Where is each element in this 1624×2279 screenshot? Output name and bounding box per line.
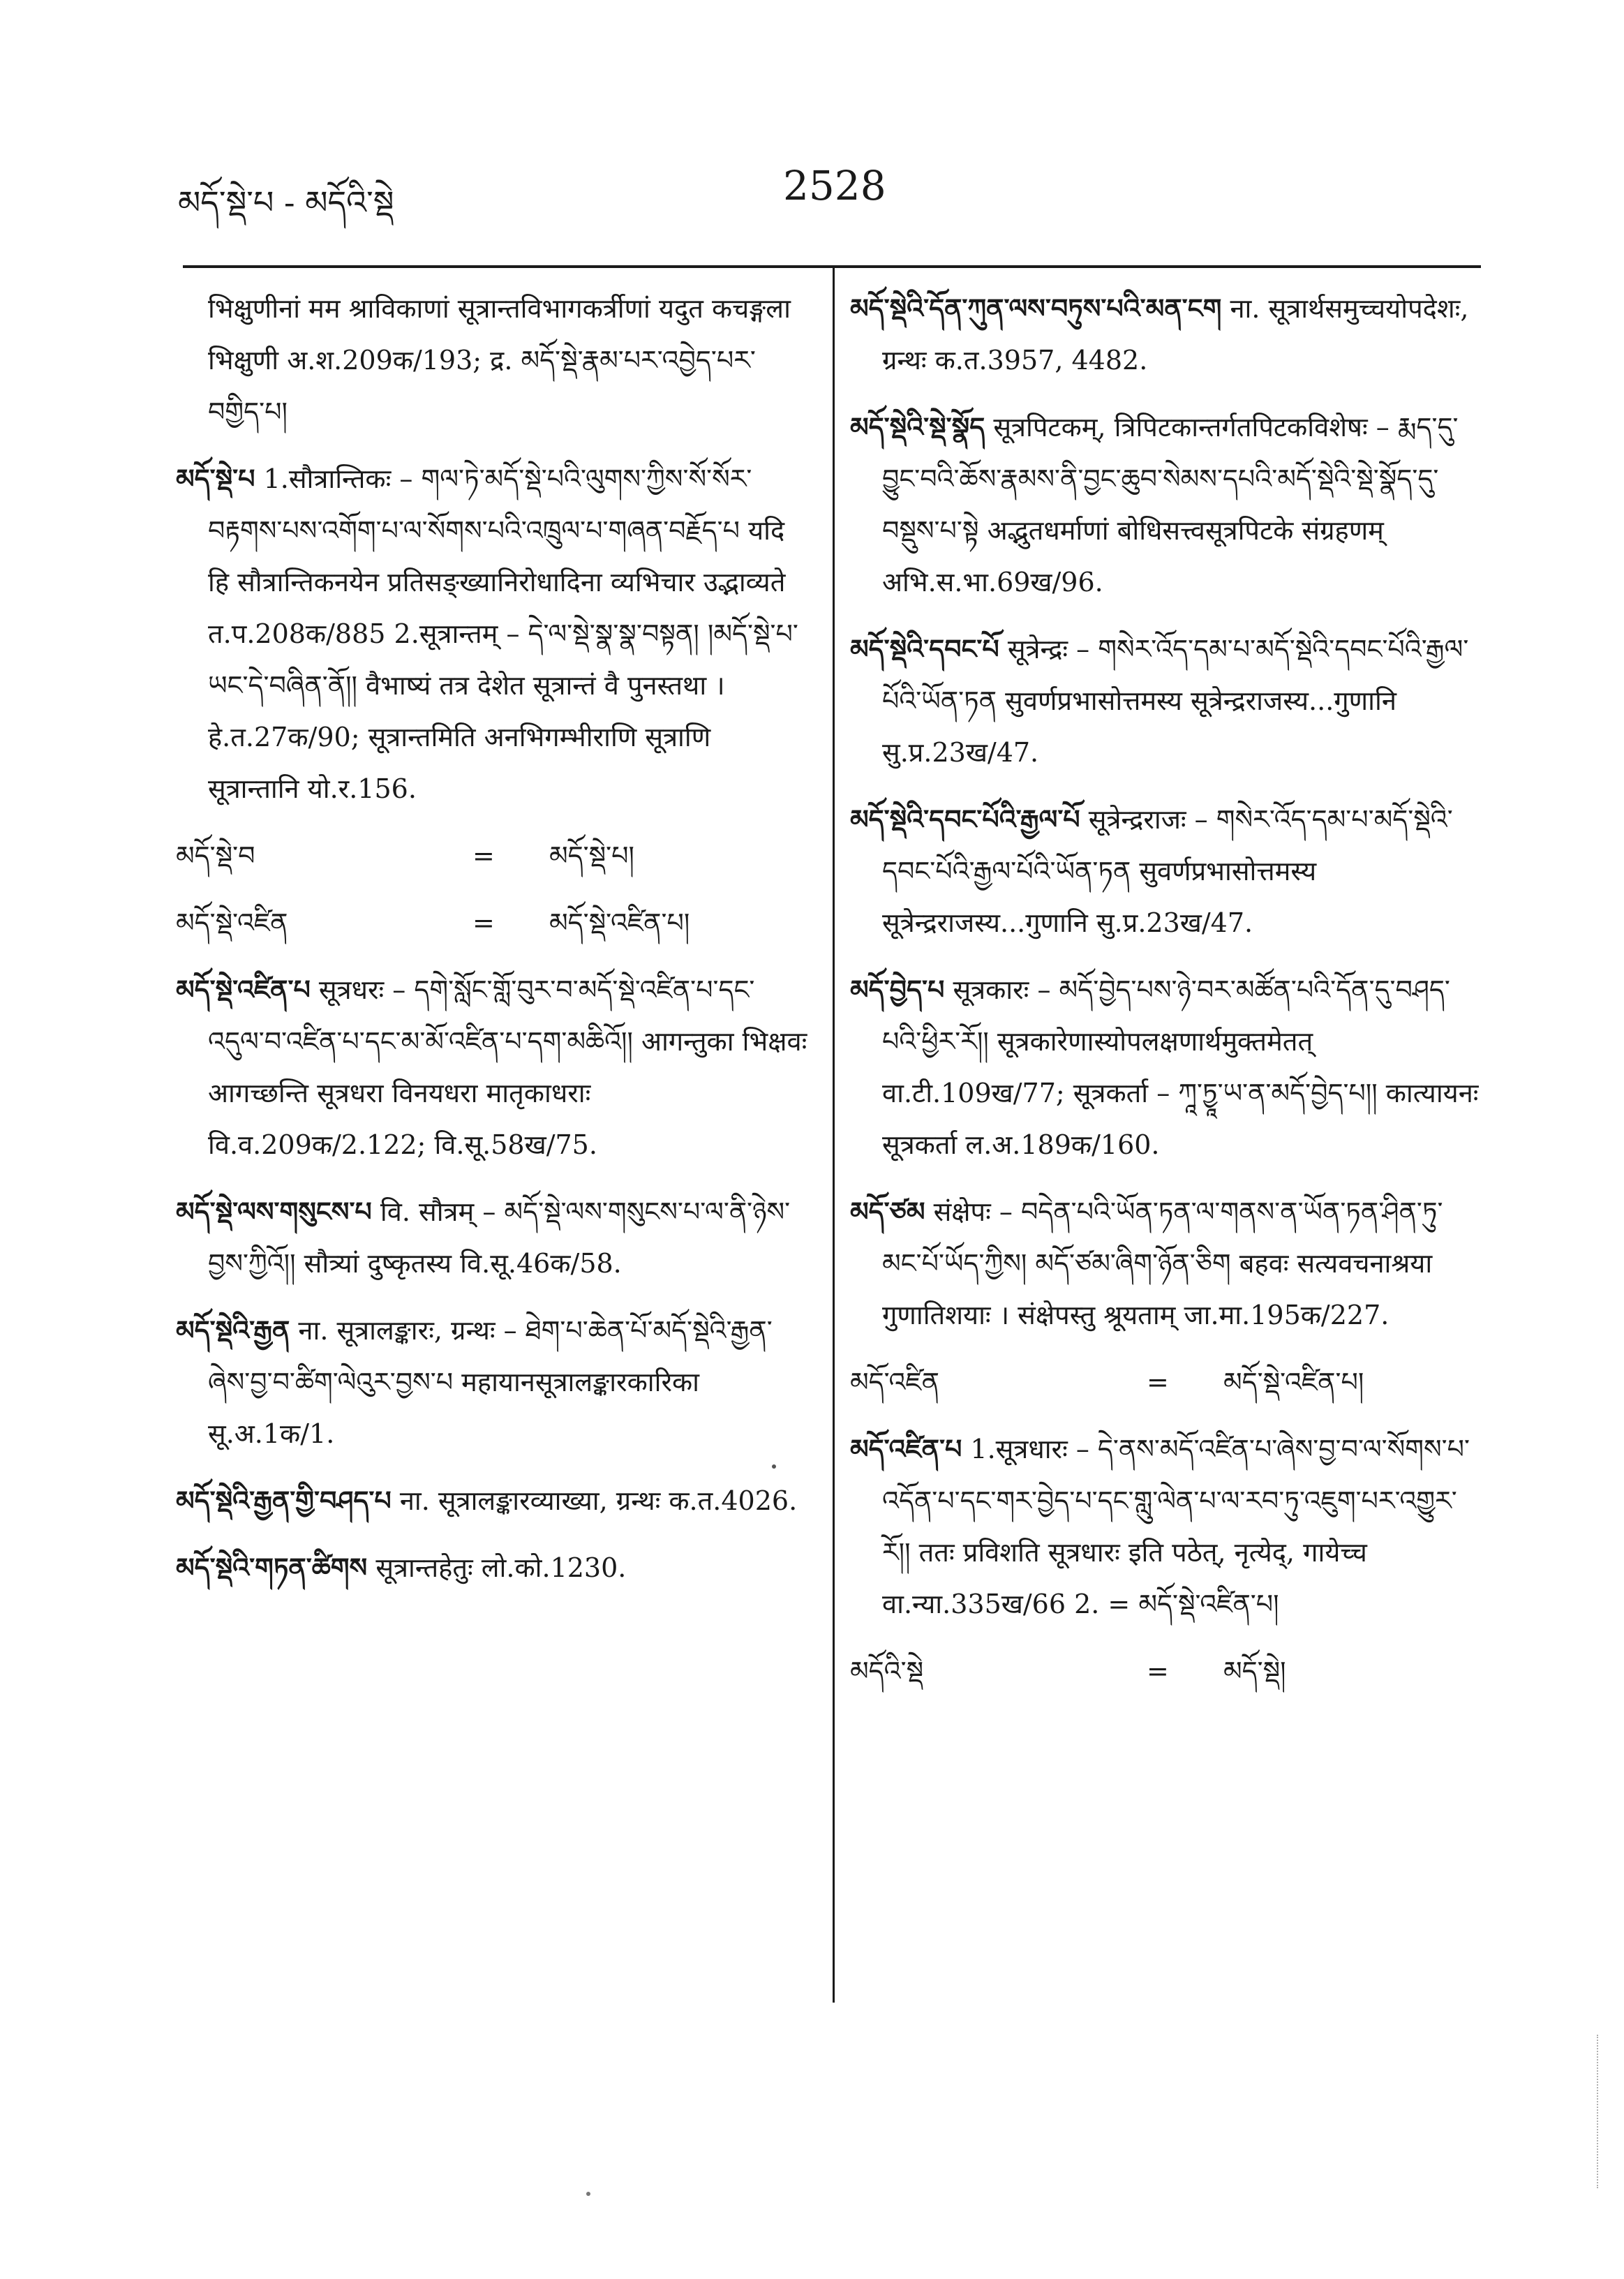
entry-headword: མདོ་སྡེའི་སྡེ་སྣོད <box>850 411 985 443</box>
entry-text: ना. सूत्रालङ्कारव्याख्या, ग्रन्थः क.त.4026. <box>399 1485 798 1516</box>
dictionary-entry <box>176 1475 807 1527</box>
cross-ref-target: མདོ་སྡེ་འཛིན་པ། <box>1223 1367 1364 1397</box>
cross-reference <box>850 1356 1482 1408</box>
entry-text: सूत्रकारः – མདོ་བྱེད་པས་ཉེ་བར་མཚོན་པའི་དོན་དུ་བཤད་པའི་ཕྱིར་རོ།། सूत्रकारेणास्योपलक्षणार्थमुक्तमेतत् वा.टी.109ख/77; सूत्रकर्ता – ཀཱ་ཏྱཱ་ཡ་ན་མདོ་བྱེད་པ།། कात्यायनः सूत्रकर्ता ल.अ.189क/160. <box>882 974 1479 1160</box>
cross-ref-target: མདོ་སྡེ་པ། <box>549 840 634 871</box>
dictionary-entry <box>176 1542 807 1594</box>
entry-text: 1.सौत्रान्तिकः – གལ་ཏེ་མདོ་སྡེ་པའི་ལུགས་ཀྱིས་སོ་སོར་བརྟགས་པས་འགོག་པ་ལ་སོགས་པའི་འཁྲུལ་པ་གཞན་བརྗོད་པ यदि हि सौत्रान्तिकनयेन प्रतिसङ्ख्यानिरोधादिना व्यभिचार उद्भाव्यते त.प.208क/885 2.सूत्रान्तम् – དེ་ལ་སྡེ་སྣ་སྣ་བསྟན། །མདོ་སྡེ་པ་ཡང་དེ་བཞིན་ནོ།། वैभाष्यं तत्र देशेत सूत्रान्तं वै पुनस्तथा । हे.त.27क/90; सूत्रान्तमिति अनभिगम्भीराणि सूत्राणि सूत्रान्तानि यो.र.156. <box>208 463 798 804</box>
dictionary-entry <box>850 964 1482 1171</box>
entry-text: वि. सौत्रम् – མདོ་སྡེ་ལས་གསུངས་པ་ལ་ནི་ཉེས་བྱས་ཀྱིའོ།། सौत्र्यां दुष्कृतस्य वि.सू.46क/58. <box>208 1196 791 1279</box>
entry-headword: མདོ་འཛིན་པ <box>850 1433 962 1464</box>
cross-ref-headword: མདོའི་སྡེ <box>850 1656 924 1686</box>
dictionary-entry <box>850 794 1482 949</box>
cross-reference <box>176 830 807 882</box>
header-rule <box>183 265 1481 268</box>
entry-headword: མདོ་སྡེའི་གཏན་ཚིགས <box>176 1552 368 1583</box>
entry-headword: མདོ་སྡེའི་རྒྱན་གྱི་བཤད་པ <box>176 1485 392 1516</box>
scan-edge-mark <box>1597 2035 1608 2188</box>
equals-sign: = <box>472 840 495 871</box>
entry-headword: མདོ་སྡེའི་དབང་པོའི་རྒྱལ་པོ <box>850 803 1080 835</box>
entry-headword: མདོ་ཙམ <box>850 1196 925 1227</box>
entry-headword: མདོ་སྡེའི་རྒྱན <box>176 1314 290 1346</box>
equals-sign: = <box>1147 1367 1169 1397</box>
cross-reference <box>850 1645 1482 1697</box>
entry-headword: མདོ་སྡེ་པ <box>176 463 255 494</box>
entry-headword: མདོ་སྡེ་ལས་གསུངས་པ <box>176 1196 372 1227</box>
entry-text: सूत्रान्तहेतुः लो.को.1230. <box>375 1552 627 1583</box>
page-number: 2528 <box>783 162 886 209</box>
entry-headword: མདོ་སྡེ་འཛིན་པ <box>176 974 311 1005</box>
dictionary-entry <box>850 623 1482 778</box>
speck-mark <box>586 2192 590 2196</box>
entry-text: भिक्षुणीनां मम श्राविकाणां सूत्रान्तविभागकर्त्रीणां यदुत कचङ्गला भिक्षुणी अ.श.209क/193; द्र. མདོ་སྡེ་རྣམ་པར་འབྱེད་པར་བགྱིད་པ། <box>208 293 791 427</box>
dictionary-entry <box>850 401 1482 608</box>
right-column <box>850 283 1482 1712</box>
entry-text: ना. सूत्रार्थसमुच्चयोपदेशः, ग्रन्थः क.त.3957, 4482. <box>882 293 1469 376</box>
entry-text: 1.सूत्रधारः – དེ་ནས་མདོ་འཛིན་པ་ཞེས་བྱ་བ་ལ་སོགས་པ་འདོན་པ་དང་གར་བྱེད་པ་དང་གླུ་ལེན་པ་ལ་རབ་ཏུ་འཇུག་པར་འགྱུར་རོ།། ततः प्रविशति सूत्रधारः इति पठेत्, नृत्येद्, गायेच्च वा.न्या.335ख/66 2. = མདོ་སྡེ་འཛིན་པ། <box>882 1434 1470 1619</box>
entry-text: ना. सूत्रालङ्कारः, ग्रन्थः – ཐེག་པ་ཆེན་པོ་མདོ་སྡེའི་རྒྱན་ཞེས་བྱ་བ་ཚིག་ལེའུར་བྱས་པ महायानसूत्रालङ्कारकारिका सू.अ.1क/1. <box>208 1315 773 1449</box>
dictionary-entry <box>176 1186 807 1289</box>
entry-text: सूत्रेन्द्रः – གསེར་འོད་དམ་པ་མདོ་སྡེའི་དབང་པོའི་རྒྱལ་པོའི་ཡོན་ཏན सुवर्णप्रभासोत्तमस्य सूत्रेन्द्रराजस्य...गुणानि सु.प्र.23ख/47. <box>882 634 1469 768</box>
dictionary-entry <box>176 1305 807 1460</box>
entry-text: सूत्रधरः – དགེ་སློང་གློ་བུར་བ་མདོ་སྡེ་འཛིན་པ་དང་འདུལ་བ་འཛིན་པ་དང་མ་མོ་འཛིན་པ་དག་མཆིའོ།། आगन्तुका भिक्षवः आगच्छन्ति सूत्रधरा विनयधरा मातृकाधराः वि.व.209क/2.122; वि.सू.58ख/75. <box>208 974 807 1160</box>
dictionary-entry <box>176 453 807 815</box>
cross-ref-headword: མདོ་སྡེ་འཛིན <box>176 907 288 938</box>
equals-sign: = <box>1147 1656 1169 1686</box>
column-divider <box>833 268 835 2003</box>
dictionary-entry <box>176 283 807 438</box>
speck-mark <box>772 1464 776 1469</box>
entry-text: संक्षेपः – བདེན་པའི་ཡོན་ཏན་ལ་གནས་ན་ཡོན་ཏན་ཤིན་ཏུ་མང་པོ་ཡོད་ཀྱིས། མདོ་ཙམ་ཞིག་ཉོན་ཅིག बहवः सत्यवचनाश्रया गुणातिशयाः । संक्षेपस्तु श्रूयताम् जा.मा.195क/227. <box>882 1196 1443 1330</box>
cross-ref-target: མདོ་སྡེ། <box>1223 1656 1286 1686</box>
entry-text: सूत्रेन्द्रराजः – གསེར་འོད་དམ་པ་མདོ་སྡེའི་དབང་པོའི་རྒྱལ་པོའི་ཡོན་ཏན सुवर्णप्रभासोत्तमस्य सूत्रेन्द्रराजस्य...गुणानि सु.प्र.23ख/47. <box>882 804 1453 938</box>
dictionary-entry <box>176 964 807 1171</box>
entry-headword: མདོ་སྡེའི་དོན་ཀུན་ལས་བཏུས་པའི་མན་ངག <box>850 292 1222 324</box>
cross-ref-target: མདོ་སྡེ་འཛིན་པ། <box>549 907 690 938</box>
left-column <box>176 283 807 1609</box>
cross-ref-headword: མདོ་སྡེ་བ <box>176 840 255 871</box>
entry-text: सूत्रपिटकम्, त्रिपिटकान्तर्गतपिटकविशेषः – རྨད་དུ་བྱུང་བའི་ཆོས་རྣམས་ནི་བྱང་ཆུབ་སེམས་དཔའི་མདོ་སྡེའི་སྡེ་སྣོད་དུ་བསྡུས་པ་སྟེ अद्भुतधर्माणां बोधिसत्त्वसूत्रपिटके संग्रहणम् अभि.स.भा.69ख/96. <box>882 412 1459 597</box>
cross-ref-headword: མདོ་འཛིན <box>850 1367 939 1397</box>
entry-headword: མདོ་བྱེད་པ <box>850 974 945 1005</box>
equals-sign: = <box>472 907 495 938</box>
running-head: མདོ་སྡེ་པ - མདོའི་སྡེ <box>178 184 394 221</box>
cross-reference <box>176 897 807 949</box>
dictionary-entry <box>850 1423 1482 1630</box>
dictionary-entry <box>850 1186 1482 1341</box>
dictionary-entry <box>850 283 1482 386</box>
entry-headword: མདོ་སྡེའི་དབང་པོ <box>850 633 999 665</box>
